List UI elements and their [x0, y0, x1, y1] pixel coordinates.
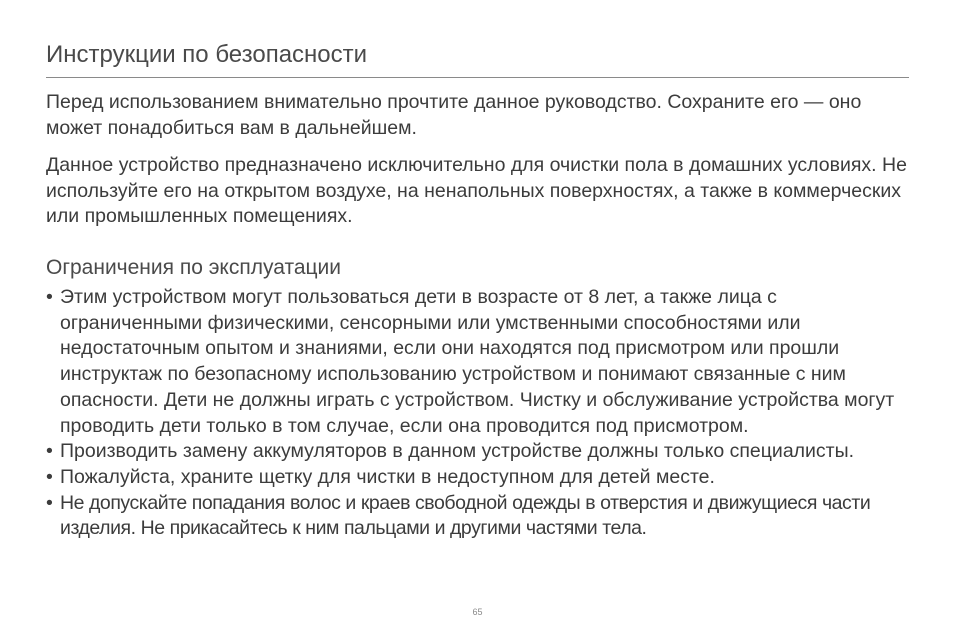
list-item-text: Производить замену аккумуляторов в данном устройстве должны только специалисты.: [60, 440, 855, 463]
bullet-icon: •: [46, 491, 53, 514]
intended-use-paragraph: Данное устройство предназначено исключительно для очистки пола в домашних условиях. Не используйте его на открытом воздухе, на ненапольных поверхностях, а также в коммерческих или промышленных помещениях.: [46, 154, 907, 227]
manual-page: [46, 0, 912, 636]
bullet-icon: •: [46, 286, 53, 308]
list-item-text: Не допускайте попадания волос и краев свободной одежды в отверстия и движущиеся части изделия. Не прикасайтесь к ним пальцами и другими частями тела.: [60, 491, 871, 540]
list-item: [46, 285, 912, 439]
list-item-text: Пожалуйста, храните щетку для чистки в недоступном для детей месте.: [60, 465, 715, 488]
bullet-icon: •: [46, 440, 53, 463]
list-item: [46, 439, 912, 465]
bullet-icon: •: [46, 465, 53, 488]
list-item: [46, 465, 912, 491]
page-number: 65: [472, 607, 483, 617]
list-item-text: Этим устройством могут пользоваться дети в возрасте от 8 лет, а также лица с ограниченными физическими, сенсорными или умственными способностями или недостаточным опытом и знаниями, если они находятся под присмотром или прошли инструктаж по безопасному использованию устройством и понимают связанные с ним опасности. Дети не должны играть с устройством. Чистку и обслуживание устройства могут проводить дети только в том случае, если она проводится под присмотром.: [60, 286, 895, 437]
list-item: [46, 491, 912, 542]
usage-restrictions-heading: Ограничения по эксплуатации: [46, 256, 342, 279]
section-title: Инструкции по безопасности: [46, 41, 368, 68]
restrictions-list: [46, 285, 912, 542]
intro-paragraph: Перед использованием внимательно прочтите данное руководство. Сохраните его — оно может понадобиться вам в дальнейшем.: [46, 91, 862, 139]
title-divider: [46, 77, 909, 78]
